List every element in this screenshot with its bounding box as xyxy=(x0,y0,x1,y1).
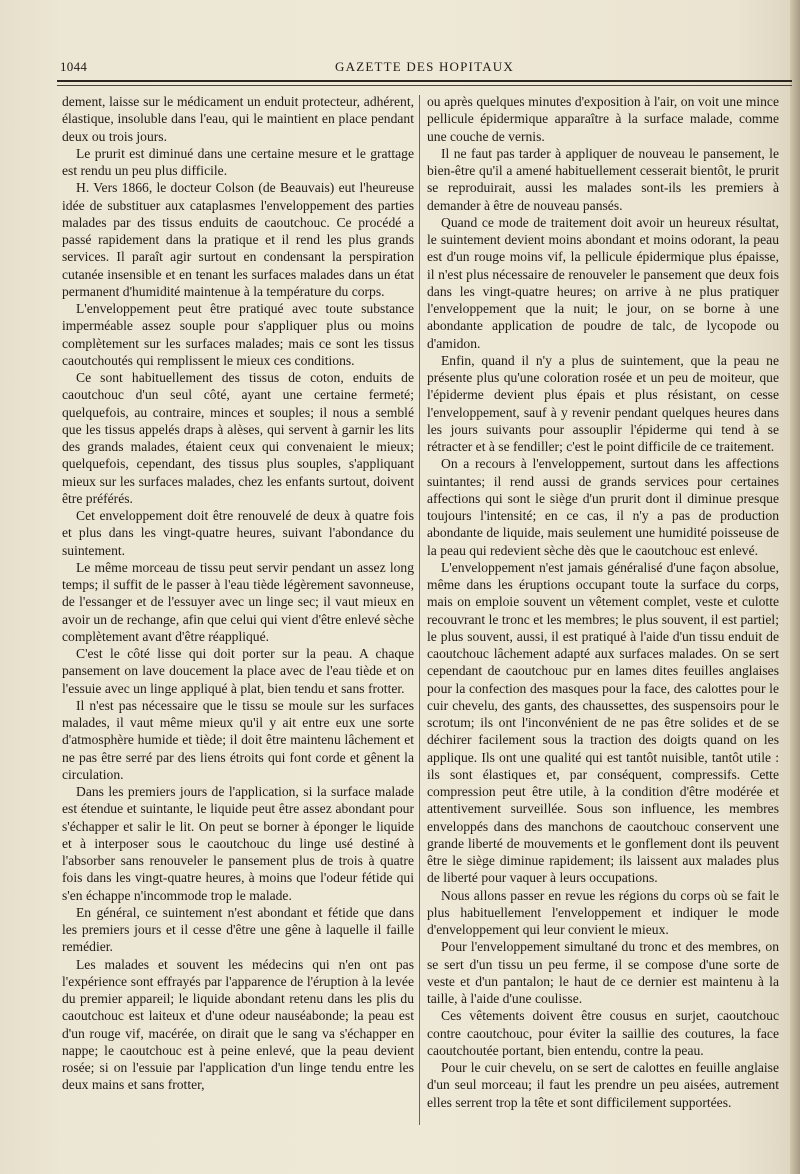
paragraph: Il n'est pas nécessaire que le tissu se moule sur les surfaces malades, il vaut même mieux qu'il y ait entre eux une sorte d'atmosphère humide et tiède; il doit être maintenu lâchement et ne pas être serré par des liens étroits qui font corde et gênent la circulation. xyxy=(62,697,414,782)
page-header xyxy=(57,56,792,76)
paragraph: L'enveloppement peut être pratiqué avec toute substance imperméable assez souple pour s'appliquer plus ou moins complètement sur les surfaces malades; mais ce sont les tissus caoutchoutés qui remplissent le mieux ces conditions. xyxy=(62,301,414,368)
running-title: GAZETTE DES HOPITAUX xyxy=(335,59,514,74)
paragraph: Il ne faut pas tarder à appliquer de nouveau le pansement, le bien-être qu'il a amené habituellement cesserait bientôt, le prurit se reproduirait, aussi les malades sont-ils les premiers à demander à être de nouveau pansés. xyxy=(427,145,779,213)
paragraph: Le même morceau de tissu peut servir pendant un assez long temps; il suffit de le passer à l'eau tiède légèrement savonneuse, de l'essanger et de l'essuyer avec un linge sec; il vaut mieux en avoir un de rechange, afin que celui qui vient d'être enlevé sèche complètement avant d'être réappliqué. xyxy=(62,559,414,644)
paragraph: H. Vers 1866, le docteur Colson (de Beauvais) eut l'heureuse idée de substituer aux cataplasmes l'enveloppement des parties malades par des tissus enduits de caoutchouc. Ce procédé a passé rapidement dans la pratique et il rend les plus grands services. Il paraît agir surtout en condensant la perspiration cutanée insensible et en tenant les surfaces malades dans un état permanent d'humidité maintenue à la température du corps. xyxy=(62,180,414,299)
paragraph: En général, ce suintement n'est abondant et fétide que dans les premiers jours et il cesse d'être une gêne à laquelle il faille remédier. xyxy=(62,904,414,955)
paragraph: Pour le cuir chevelu, on se sert de calottes en feuille anglaise d'un seul morceau; il faut les prendre un peu aisées, autrement elles serrent trop la tête et sont difficilement supportées. xyxy=(427,1060,779,1110)
paragraph: ou après quelques minutes d'exposition à l'air, on voit une mince pellicule épidermique apparaître à la surface malade, comme une couche de vernis. xyxy=(427,94,779,144)
paragraph: dement, laisse sur le médicament un enduit protecteur, adhérent, élastique, insoluble dans l'eau, qui le maintient en place pendant deux ou trois jours. xyxy=(62,94,414,144)
page-edge-shadow xyxy=(790,0,800,1174)
header-rule-thin xyxy=(57,85,792,86)
paragraph: Enfin, quand il n'y a plus de suintement, que la peau ne présente plus qu'une coloration rosée et un peu de moiteur, que l'épiderme devient plus épais et plus résistant, on cesse l'enveloppement, sauf à y revenir pendant quelques heures dans les jours suivants pour assouplir l'épiderme qui tend à se rétracter et à se fendiller; c'est le point difficile de ce traitement. xyxy=(427,352,779,454)
page-number: 1044 xyxy=(60,59,88,74)
paragraph: Nous allons passer en revue les régions du corps où se fait le plus habituellement l'enveloppement et indiquer le mode d'enveloppement qui leur convient le mieux. xyxy=(427,887,779,937)
right-column xyxy=(427,93,779,1111)
paragraph: C'est le côté lisse qui doit porter sur la peau. A chaque pansement on lave doucement la place avec de l'eau tiède et on l'essuie avec un linge appliqué à plat, bien tendu et sans frotter. xyxy=(62,646,414,696)
paragraph: Pour l'enveloppement simultané du tronc et des membres, on se sert d'un tissu un peu ferme, il se compose d'une sorte de veste et d'un pantalon; le haut de ce dernier est maintenu à la taille, à l'aide d'une coulisse. xyxy=(427,939,779,1006)
paragraph: Ce sont habituellement des tissus de coton, enduits de caoutchouc d'un seul côté, ayant une certaine fermeté; quelquefois, au contraire, minces et souples; il nous a semblé que les tissus appelés draps à alèses, qui servent à garnir les lits des grands malades, étaient ceux qui convenaient le mieux; quelquefois, cependant, des tissus plus souples, s'appliquant mieux sur les surfaces malades, chez les enfants surtout, doivent être préférés. xyxy=(62,370,414,506)
paragraph: L'enveloppement n'est jamais généralisé d'une façon absolue, même dans les éruptions occupant toute la surface du corps, mais on emploie souvent un vêtement complet, veste et culotte recouvrant le tronc et les membres; le plus souvent, il est partiel; le plus souvent, aussi, il est pratiqué à l'aide d'un tissu enduit de caoutchouc lâchement adapté aux surfaces malades. On se sert cependant de caoutchouc pur en lames dites feuilles anglaises pour la confection des masques pour la face, des calottes pour le cuir chevelu, des gants, des chaussettes, des suspensoirs pour le scrotum; ils ont l'inconvénient de ne pas être solides et de se déchirer facilement sous la traction des doigts quand on les applique. Ils ont une qualité qui est tantôt nuisible, tantôt utile : ils sont élastiques et, par conséquent, compressifs. Cette compression peut être utile, à la condition d'être modérée et attentivement surveillée. Sous son influence, les membres enveloppés dans des manchons de caoutchouc conservent une grande liberté de mouvements et le gonflement dont ils peuvent être le siège diminue rapidement; ils laissent aux malades plus de liberté pour vaquer à leurs occupations. xyxy=(427,559,779,886)
header-rule-thick xyxy=(57,80,792,82)
paragraph: Ces vêtements doivent être cousus en surjet, caoutchouc contre caoutchouc, pour éviter la saillie des coutures, la face caoutchoutée portant, bien entendu, contre la peau. xyxy=(427,1008,779,1058)
column-rule xyxy=(419,95,420,1125)
paragraph: Dans les premiers jours de l'application, si la surface malade est étendue et suintante, le liquide peut être assez abondant pour s'échapper et salir le lit. On peut se borner à éponger le liquide et à interposer sous le caoutchouc du linge usé destiné à l'absorber sans renouveler le pansement plus de trois à quatre fois dans les vingt-quatre heures, à moins que l'odeur fétide qui s'en échappe n'incommode trop le malade. xyxy=(62,784,414,903)
paragraph: On a recours à l'enveloppement, surtout dans les affections suintantes; il rend aussi de grands services pour certaines affections qui sont le siège d'un prurit dont il diminue presque toujours l'intensité; en ce cas, il n'y a pas de production abondante de liquide, mais seulement une humidité poisseuse de la peau qui redevient sèche dès que le caoutchouc est enlevé. xyxy=(427,456,779,558)
paragraph: Les malades et souvent les médecins qui n'en ont pas l'expérience sont effrayés par l'apparence de l'éruption à la levée du premier appareil; le liquide abondant retenu dans les plis du caoutchouc est laiteux et d'une odeur nauséabonde; la peau est d'un rouge vif, macérée, on dirait que le sang va s'échapper en nappe; le caoutchouc est à peine enlevé, que la peau devient rosée; si on l'essuie par l'application d'un linge tendu entre les deux mains et sans frotter, xyxy=(62,956,414,1093)
paragraph: Cet enveloppement doit être renouvelé de deux à quatre fois et plus dans les vingt-quatre heures, suivant l'abondance du suintement. xyxy=(62,508,414,558)
paragraph: Quand ce mode de traitement doit avoir un heureux résultat, le suintement devient moins abondant et moins odorant, la peau est d'un rouge moins vif, la pellicule épidermique plus épaisse, il n'est plus nécessaire de renouveler le pansement que deux fois dans les vingt-quatre heures; on arrive à ne plus pratiquer l'enveloppement que la nuit; le jour, on se borne à une abondante application de poudre de talc, de lycopode ou d'amidon. xyxy=(427,214,779,351)
paragraph: Le prurit est diminué dans une certaine mesure et le grattage est rendu un peu plus difficile. xyxy=(62,145,414,178)
left-column xyxy=(62,93,414,1094)
